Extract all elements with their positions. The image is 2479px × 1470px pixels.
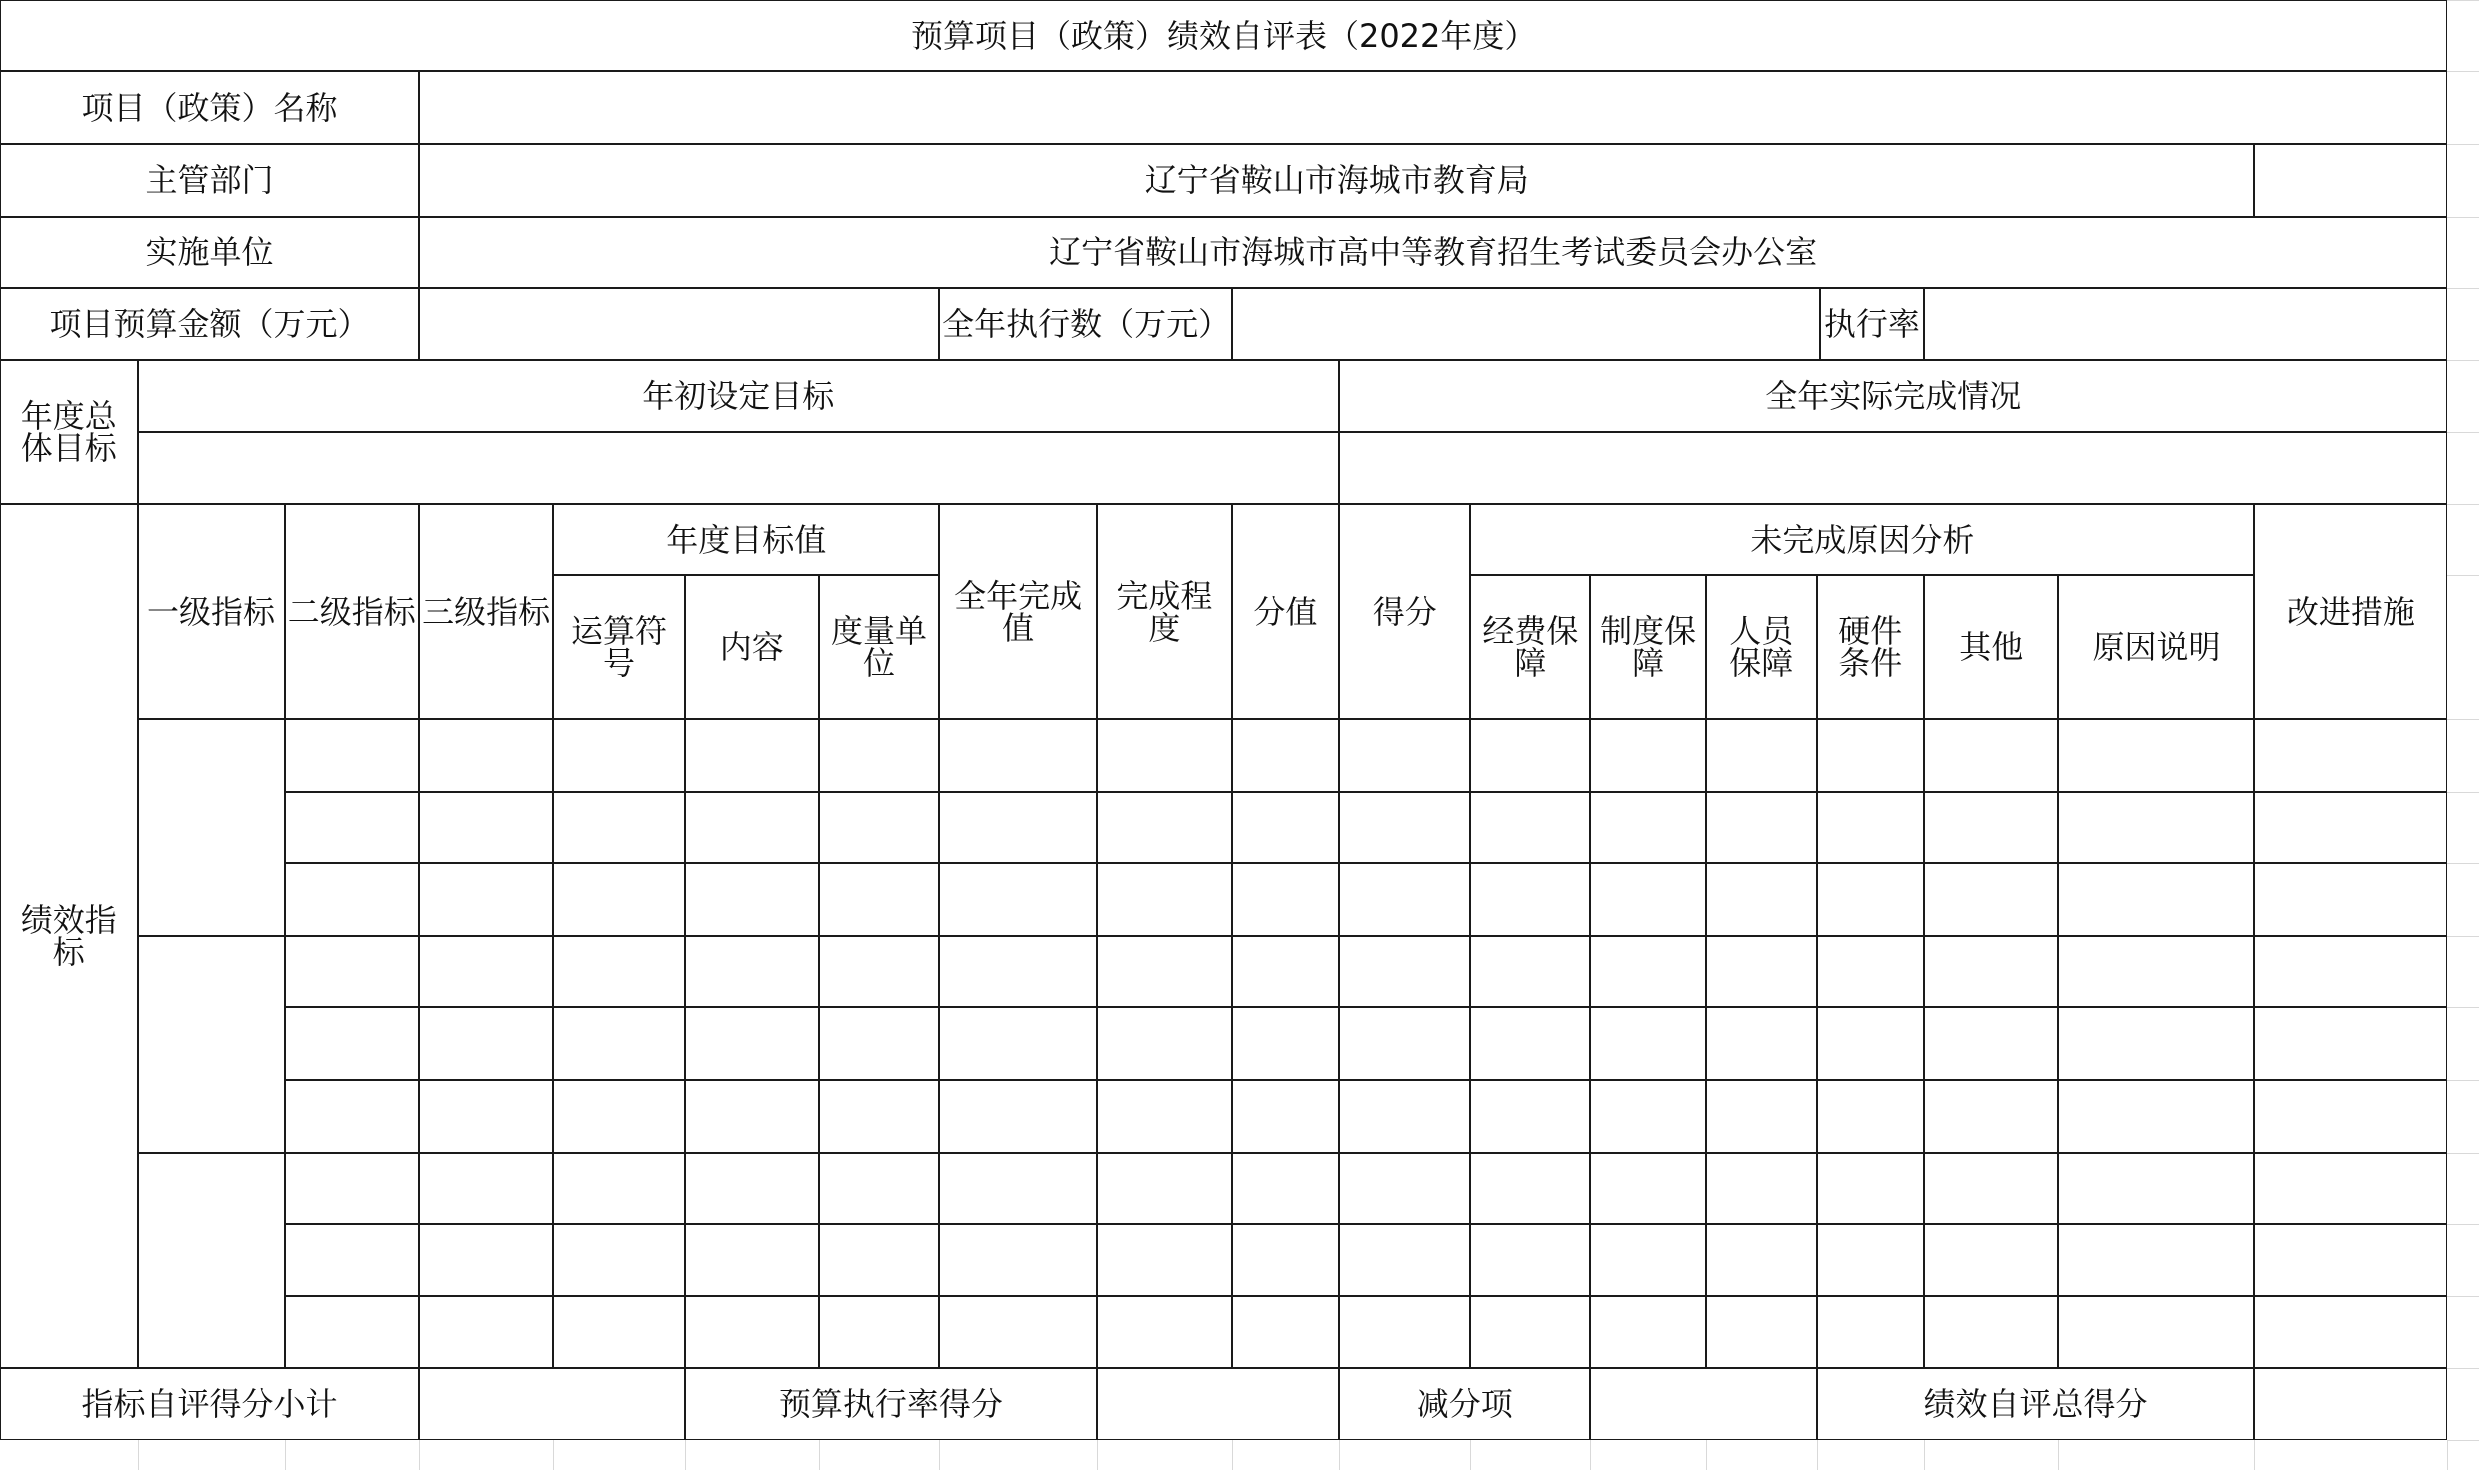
sheet-gridline [1924,1440,1925,1470]
table-cell[interactable] [1097,792,1231,863]
table-cell[interactable] [2058,863,2254,936]
table-cell[interactable] [819,1224,939,1297]
project-name-label: 项目（政策）名称 [0,71,419,144]
sheet-gridline [553,1440,554,1470]
sheet-gridline [2447,575,2479,576]
sheet-gridline [1590,1440,1591,1470]
table-cell[interactable] [285,1296,419,1367]
table-cell[interactable] [2254,1296,2447,1367]
header-annual-target: 年度目标值 [553,504,939,575]
header-reason-note: 原因说明 [2058,575,2254,719]
table-cell[interactable] [1924,1224,2058,1297]
table-cell[interactable] [1470,1153,1590,1224]
sheet-gridline [819,1440,820,1470]
table-cell[interactable] [1232,1080,1340,1153]
table-cell[interactable] [285,792,419,863]
table-cell[interactable] [1817,1007,1925,1080]
table-cell[interactable] [553,1007,684,1080]
annual-exec-field[interactable] [1232,288,1820,361]
sheet-gridline [2058,1440,2059,1470]
total-score-label: 绩效自评总得分 [1817,1368,2255,1441]
table-cell[interactable] [2058,936,2254,1007]
sheet-gridline [1817,1440,1818,1470]
subtotal-field[interactable] [419,1368,685,1441]
table-cell[interactable] [685,1007,819,1080]
table-cell[interactable] [553,936,684,1007]
header-level2-indicator: 二级指标 [285,504,419,719]
budget-amount-field[interactable] [419,288,939,361]
table-cell[interactable] [1817,1153,1925,1224]
table-cell[interactable] [553,863,684,936]
sheet-gridline [2447,1368,2479,1369]
table-cell[interactable] [2058,792,2254,863]
table-cell[interactable] [285,936,419,1007]
table-cell[interactable] [285,1153,419,1224]
table-cell[interactable] [819,1007,939,1080]
table-cell[interactable] [419,792,553,863]
budget-rate-score-label: 预算执行率得分 [685,1368,1098,1441]
table-cell[interactable] [1706,1007,1817,1080]
sheet-gridline [2447,792,2479,793]
table-cell[interactable] [1590,792,1705,863]
table-cell[interactable] [1339,1224,1470,1297]
table-cell[interactable] [1470,1007,1590,1080]
table-cell[interactable] [1097,1153,1231,1224]
annual-goal-label: 年度总 体目标 [0,360,138,504]
project-name-field [419,71,2447,144]
table-cell[interactable] [1817,719,1925,792]
table-cell[interactable] [285,719,419,792]
table-cell[interactable] [1817,863,1925,936]
table-cell[interactable] [939,936,1097,1007]
table-cell[interactable] [2254,1153,2447,1224]
sheet-gridline [2447,432,2479,433]
actual-completion-field[interactable] [1339,432,2447,505]
table-cell[interactable] [819,1296,939,1367]
budget-rate-score-field[interactable] [1097,1368,1339,1441]
sheet-gridline [2447,863,2479,864]
table-cell[interactable] [2254,719,2447,792]
table-cell[interactable] [1339,792,1470,863]
table-cell[interactable] [553,792,684,863]
header-funding: 经费保 障 [1470,575,1590,719]
sheet-gridline [419,1440,420,1470]
sheet-gridline [2447,360,2479,361]
sheet-gridline [2447,71,2479,72]
table-cell[interactable] [1232,719,1340,792]
table-cell[interactable] [685,1080,819,1153]
header-operator: 运算符 号 [553,575,684,719]
table-cell[interactable] [1590,1080,1705,1153]
table-cell[interactable] [2254,863,2447,936]
implementing-unit-value: 辽宁省鞍山市海城市高中等教育招生考试委员会办公室 [419,217,2447,288]
sheet-gridline [2447,0,2479,1]
table-cell[interactable] [1097,1224,1231,1297]
table-cell[interactable] [1339,719,1470,792]
actual-completion-label: 全年实际完成情况 [1339,360,2447,431]
table-cell[interactable] [819,936,939,1007]
sheet-gridline [285,1440,286,1470]
sheet-gridline [1339,1440,1340,1470]
table-cell[interactable] [419,1296,553,1367]
initial-goal-label: 年初设定目标 [138,360,1340,431]
header-completion-degree: 完成程 度 [1097,504,1231,719]
table-cell[interactable] [939,863,1097,936]
table-cell[interactable] [1097,1007,1231,1080]
subtotal-label: 指标自评得分小计 [0,1368,419,1441]
table-cell[interactable] [939,1296,1097,1367]
table-cell[interactable] [2058,1080,2254,1153]
table-cell[interactable] [1706,1296,1817,1367]
table-cell[interactable] [2058,1153,2254,1224]
exec-rate-label: 执行率 [1820,288,1924,361]
table-cell[interactable] [1339,863,1470,936]
sheet-gridline [1706,1440,1707,1470]
table-cell[interactable] [419,719,553,792]
header-personnel: 人员 保障 [1706,575,1817,719]
header-score: 得分 [1339,504,1470,719]
table-cell[interactable] [1817,792,1925,863]
table-cell[interactable] [285,1007,419,1080]
table-cell[interactable] [1339,1007,1470,1080]
table-cell[interactable] [1924,719,2058,792]
table-cell[interactable] [1470,1080,1590,1153]
table-cell[interactable] [419,1080,553,1153]
table-cell[interactable] [2254,1224,2447,1297]
table-cell[interactable] [1924,792,2058,863]
initial-goal-field[interactable] [138,432,1340,505]
table-cell[interactable] [1706,863,1817,936]
table-cell[interactable] [285,1080,419,1153]
table-cell[interactable] [1590,863,1705,936]
deduction-label: 减分项 [1339,1368,1590,1441]
table-cell[interactable] [1706,1080,1817,1153]
header-improvement: 改进措施 [2254,504,2447,719]
table-cell[interactable] [2058,719,2254,792]
table-cell[interactable] [1470,1296,1590,1367]
performance-indicator-label: 绩效指 标 [0,504,138,1367]
table-cell[interactable] [1590,1007,1705,1080]
table-cell[interactable] [419,936,553,1007]
table-cell[interactable] [419,863,553,936]
table-cell[interactable] [1097,936,1231,1007]
header-level3-indicator: 三级指标 [419,504,553,719]
table-cell[interactable] [1817,936,1925,1007]
table-cell[interactable] [2254,1007,2447,1080]
table-cell[interactable] [1817,1296,1925,1367]
table-cell[interactable] [939,1080,1097,1153]
table-cell[interactable] [819,863,939,936]
table-cell[interactable] [1706,792,1817,863]
header-other: 其他 [1924,575,2058,719]
table-cell[interactable] [1470,1224,1590,1297]
table-cell[interactable] [1924,1080,2058,1153]
table-cell[interactable] [685,719,819,792]
table-cell[interactable] [2058,1007,2254,1080]
table-cell[interactable] [1097,1080,1231,1153]
sheet-gridline [2447,504,2479,505]
table-cell[interactable] [2254,936,2447,1007]
table-cell[interactable] [2254,1080,2447,1153]
table-cell[interactable] [1706,719,1817,792]
table-cell[interactable] [1924,1153,2058,1224]
sheet-gridline [2447,1153,2479,1154]
header-unfinished-reason: 未完成原因分析 [1470,504,2254,575]
table-cell[interactable] [1232,1224,1340,1297]
table-cell[interactable] [819,719,939,792]
table-cell[interactable] [819,792,939,863]
table-cell[interactable] [2058,1296,2254,1367]
table-cell[interactable] [285,1224,419,1297]
table-cell[interactable] [939,719,1097,792]
table-cell[interactable] [553,1080,684,1153]
sheet-gridline [2254,1440,2255,1470]
table-cell[interactable] [1817,1224,1925,1297]
table-cell[interactable] [1232,792,1340,863]
table-cell[interactable] [1706,1224,1817,1297]
annual-exec-label: 全年执行数（万元） [939,288,1231,361]
department-value: 辽宁省鞍山市海城市教育局 [419,144,2255,217]
table-cell[interactable] [1097,719,1231,792]
table-cell[interactable] [1470,936,1590,1007]
table-cell[interactable] [685,936,819,1007]
sheet-gridline [2447,1440,2479,1441]
table-cell[interactable] [1706,1153,1817,1224]
header-content: 内容 [685,575,819,719]
table-cell[interactable] [1924,1007,2058,1080]
table-cell[interactable] [1590,1224,1705,1297]
sheet-gridline [2447,1224,2479,1225]
budget-amount-label: 项目预算金额（万元） [0,288,419,361]
level1-indicator-cell[interactable] [138,1153,285,1368]
table-cell[interactable] [685,1224,819,1297]
sheet-gridline [2447,1440,2448,1470]
table-cell[interactable] [1924,863,2058,936]
table-cell[interactable] [939,792,1097,863]
sheet-gridline [1232,1440,1233,1470]
table-cell[interactable] [1924,1296,2058,1367]
sheet-gridline [2447,217,2479,218]
sheet-gridline [2447,288,2479,289]
sheet-gridline [2447,144,2479,145]
table-cell[interactable] [1470,863,1590,936]
table-cell[interactable] [553,719,684,792]
header-score-value: 分值 [1232,504,1340,719]
sheet-gridline [1097,1440,1098,1470]
sheet-gridline [939,1440,940,1470]
table-cell[interactable] [685,863,819,936]
table-cell[interactable] [1232,1007,1340,1080]
table-cell[interactable] [1339,1153,1470,1224]
table-cell[interactable] [553,1153,684,1224]
table-cell[interactable] [2058,1224,2254,1297]
table-cell[interactable] [2254,792,2447,863]
table-cell[interactable] [553,1224,684,1297]
department-extra-cell[interactable] [2254,144,2447,217]
table-cell[interactable] [419,1007,553,1080]
table-cell[interactable] [1339,1080,1470,1153]
table-cell[interactable] [1817,1080,1925,1153]
sheet-gridline [1470,1440,1471,1470]
table-cell[interactable] [419,1224,553,1297]
table-cell[interactable] [1470,719,1590,792]
table-cell[interactable] [1232,863,1340,936]
table-cell[interactable] [285,863,419,936]
header-annual-actual: 全年完成 值 [939,504,1097,719]
table-cell[interactable] [1590,1153,1705,1224]
table-cell[interactable] [1232,936,1340,1007]
exec-rate-field[interactable] [1924,288,2447,361]
sheet-gridline [138,1440,139,1470]
table-cell[interactable] [1470,792,1590,863]
table-cell[interactable] [1097,863,1231,936]
table-cell[interactable] [939,1224,1097,1297]
table-cell[interactable] [1232,1296,1340,1367]
table-cell[interactable] [685,792,819,863]
implementing-unit-label: 实施单位 [0,217,419,288]
header-hardware: 硬件 条件 [1817,575,1925,719]
sheet-gridline [2447,1007,2479,1008]
sheet-gridline [685,1440,686,1470]
table-cell[interactable] [1590,719,1705,792]
table-cell[interactable] [553,1296,684,1367]
table-cell[interactable] [419,1153,553,1224]
table-cell[interactable] [939,1153,1097,1224]
sheet-gridline [2447,1080,2479,1081]
table-cell[interactable] [685,1296,819,1367]
table-cell[interactable] [1590,936,1705,1007]
header-level1-indicator: 一级指标 [138,504,285,719]
sheet-gridline [2447,936,2479,937]
table-cell[interactable] [819,1153,939,1224]
table-cell[interactable] [685,1153,819,1224]
header-measure-unit: 度量单 位 [819,575,939,719]
department-label: 主管部门 [0,144,419,217]
table-cell[interactable] [1232,1153,1340,1224]
level1-indicator-cell[interactable] [138,719,285,936]
total-score-field[interactable] [2254,1368,2447,1441]
form-title: 预算项目（政策）绩效自评表（2022年度） [0,0,2447,71]
table-cell[interactable] [1706,936,1817,1007]
table-cell[interactable] [819,1080,939,1153]
sheet-gridline [2447,1296,2479,1297]
table-cell[interactable] [1097,1296,1231,1367]
table-cell[interactable] [1590,1296,1705,1367]
table-cell[interactable] [939,1007,1097,1080]
table-cell[interactable] [1924,936,2058,1007]
table-cell[interactable] [1339,936,1470,1007]
level1-indicator-cell[interactable] [138,936,285,1153]
header-system: 制度保 障 [1590,575,1705,719]
sheet-gridline [2447,719,2479,720]
deduction-field[interactable] [1590,1368,1816,1441]
table-cell[interactable] [1339,1296,1470,1367]
